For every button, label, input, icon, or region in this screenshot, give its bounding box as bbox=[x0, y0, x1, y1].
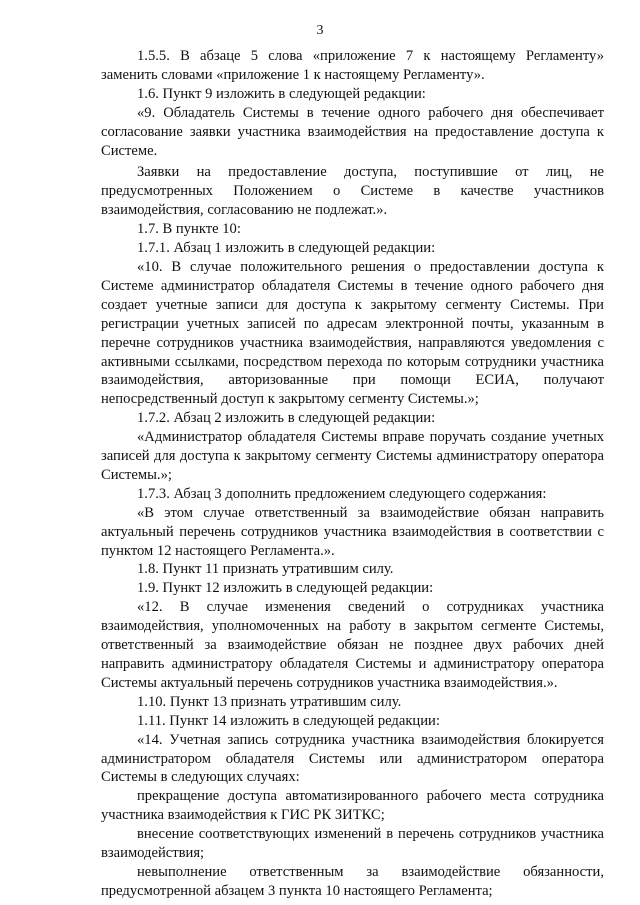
paragraph-responsible-obligation: «В этом случае ответственный за взаимодействие обязан направить актуальный перечень сотрудников участника взаимодействия в соответствии с пунктом 12 настоящего Регламента.». bbox=[101, 504, 604, 559]
paragraph-case-access-termination: прекращение доступа автоматизированного рабочего места сотрудника участника взаимодействия к ГИС РК ЗИТКС; bbox=[101, 788, 604, 824]
paragraph-1-6: 1.6. Пункт 9 изложить в следующей редакции: bbox=[137, 85, 426, 102]
paragraph-point-14: «14. Учетная запись сотрудника участника взаимодействия блокируется администратором обладателя Системы или администратором оператора Системы в следующих случаях: bbox=[101, 731, 604, 786]
paragraph-point-9: «9. Обладатель Системы в течение одного рабочего дня обеспечивает согласование заявки участника взаимодействия на предоставление доступа к Системе. bbox=[101, 104, 604, 159]
paragraph-1-7-2: 1.7.2. Абзац 2 изложить в следующей редакции: bbox=[137, 410, 436, 427]
paragraph-1-9: 1.9. Пункт 12 изложить в следующей редакции: bbox=[137, 580, 434, 597]
paragraph-1-10: 1.10. Пункт 13 признать утратившим силу. bbox=[137, 693, 402, 710]
paragraph-1-5-5: 1.5.5. В абзаце 5 слова «приложение 7 к настоящему Регламенту» заменить словами «приложение 1 к настоящему Регламенту». bbox=[101, 48, 604, 83]
paragraph-1-11: 1.11. Пункт 14 изложить в следующей редакции: bbox=[137, 712, 440, 729]
paragraph-point-9-continued: Заявки на предоставление доступа, поступившие от лиц, не предусмотренных Положением о Системе в качестве участников взаимодействия, согласованию не подлежат.». bbox=[101, 164, 604, 219]
paragraph-1-7-3: 1.7.3. Абзац 3 дополнить предложением следующего содержания: bbox=[137, 485, 547, 502]
paragraph-case-obligation-failure: невыполнение ответственным за взаимодействие обязанности, предусмотренной абзацем 3 пункта 10 настоящего Регламента; bbox=[101, 863, 604, 899]
paragraph-administrator-delegation: «Администратор обладателя Системы вправе поручать создание учетных записей для доступа к закрытому сегменту Системы администратору оператора Системы.»; bbox=[101, 429, 604, 483]
paragraph-1-7: 1.7. В пункте 10: bbox=[137, 221, 241, 238]
page-number: 3 bbox=[316, 23, 324, 38]
paragraph-case-list-changes: внесение соответствующих изменений в перечень сотрудников участника взаимодействия; bbox=[101, 826, 604, 862]
paragraph-point-12: «12. В случае изменения сведений о сотрудниках участника взаимодействия, уполномоченных на работу в закрытом сегменте Системы, ответственный за взаимодействие обязан не позднее двух рабочих дней направить администратору обладателя Системы и администратору оператора Системы актуальный перечень сотрудников участника взаимодействия.». bbox=[101, 599, 604, 691]
paragraph-1-8: 1.8. Пункт 11 признать утратившим силу. bbox=[137, 561, 394, 578]
document-body bbox=[101, 47, 604, 901]
paragraph-1-7-1: 1.7.1. Абзац 1 изложить в следующей редакции: bbox=[137, 240, 436, 257]
paragraph-point-10: «10. В случае положительного решения о предоставлении доступа к Системе администратор обладателя Системы в течение одного рабочего дня создает учетные записи для доступа к закрытому сегменту Системы. При регистрации учетных записей по адресам электронной почты, указанным в перечне сотрудников участника взаимодействия, направляются уведомления с активными ссылками, посредством перехода по которым сотрудники участника взаимодействия, авторизованные при помощи ЕСИА, получают непосредственный доступ к закрытому сегменту Системы.»; bbox=[101, 258, 604, 408]
